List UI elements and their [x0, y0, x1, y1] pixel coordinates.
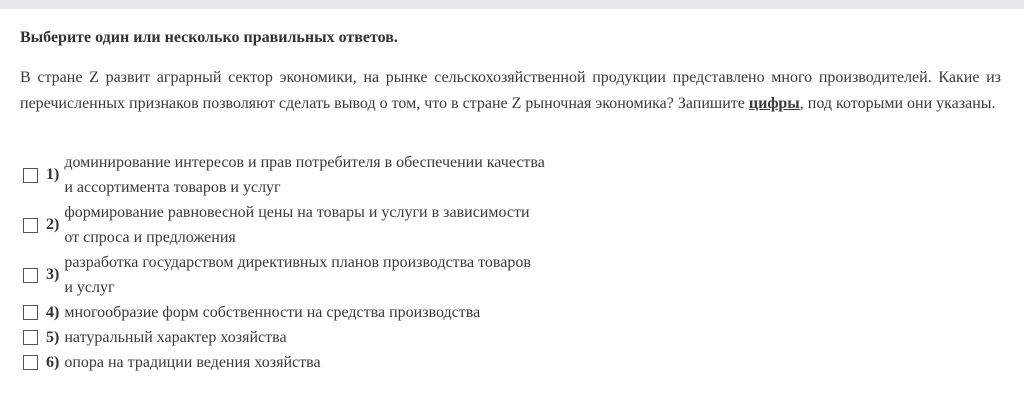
option-6-text	[64, 350, 320, 375]
option-5-number: 5)	[46, 328, 60, 346]
option-3-text	[64, 250, 531, 300]
answer-option-5[interactable]	[20, 325, 820, 350]
option-1-text-line1: доминирование интересов и прав потребителя в обеспечении качества	[64, 154, 545, 171]
option-6-text-line1: опора на традиции ведения хозяйства	[64, 354, 321, 371]
option-2-checkbox[interactable]	[23, 218, 38, 233]
top-bar	[0, 0, 1024, 9]
option-6-checkbox[interactable]	[23, 355, 38, 370]
question-text-main: В стране Z развит аграрный сектор экономики, на рынке сельскохозяйственной продукции представлено много производителей. Какие из перечисленных признаков позволяют сделать вывод о том, что в стране Z рыночная экономика? Запишите	[20, 69, 1001, 112]
option-4-number: 4)	[46, 303, 60, 321]
option-2-number: 2)	[46, 216, 60, 233]
answer-option-3[interactable]	[20, 250, 820, 300]
option-3-number: 3)	[46, 266, 60, 283]
option-1-checkbox[interactable]	[23, 168, 38, 183]
option-5-checkbox[interactable]	[23, 330, 38, 345]
question-text	[20, 65, 1001, 116]
option-1-text-line2: и ассортимента товаров и услуг	[64, 179, 281, 196]
option-4-text	[64, 300, 480, 325]
instruction-text: Выберите один или несколько правильных ответов.	[20, 29, 398, 46]
question-emphasis: цифры	[748, 94, 800, 112]
option-5-text-line1: натуральный характер хозяйства	[64, 329, 287, 346]
option-4-checkbox[interactable]	[23, 305, 38, 320]
option-6-number: 6)	[46, 353, 60, 371]
option-2-text-line2: от спроса и предложения	[64, 229, 236, 246]
option-4-text-line1: многообразие форм собственности на средства производства	[64, 304, 481, 321]
option-3-text-line1: разработка государством директивных планов производства товаров	[64, 254, 531, 271]
option-2-text	[64, 200, 529, 250]
option-1-number: 1)	[46, 166, 60, 183]
answer-option-4[interactable]	[20, 300, 820, 325]
option-1-text	[64, 150, 545, 200]
answer-option-6[interactable]	[20, 350, 820, 375]
option-2-text-line1: формирование равновесной цены на товары и услуги в зависимости	[64, 204, 530, 221]
option-3-checkbox[interactable]	[23, 268, 38, 283]
option-3-text-line2: и услуг	[64, 279, 115, 296]
answer-option-1[interactable]	[20, 150, 820, 200]
question-text-tail: , под которыми они указаны.	[799, 94, 996, 112]
answer-options	[20, 150, 820, 375]
answer-option-2[interactable]	[20, 200, 820, 250]
option-5-text	[64, 325, 286, 350]
